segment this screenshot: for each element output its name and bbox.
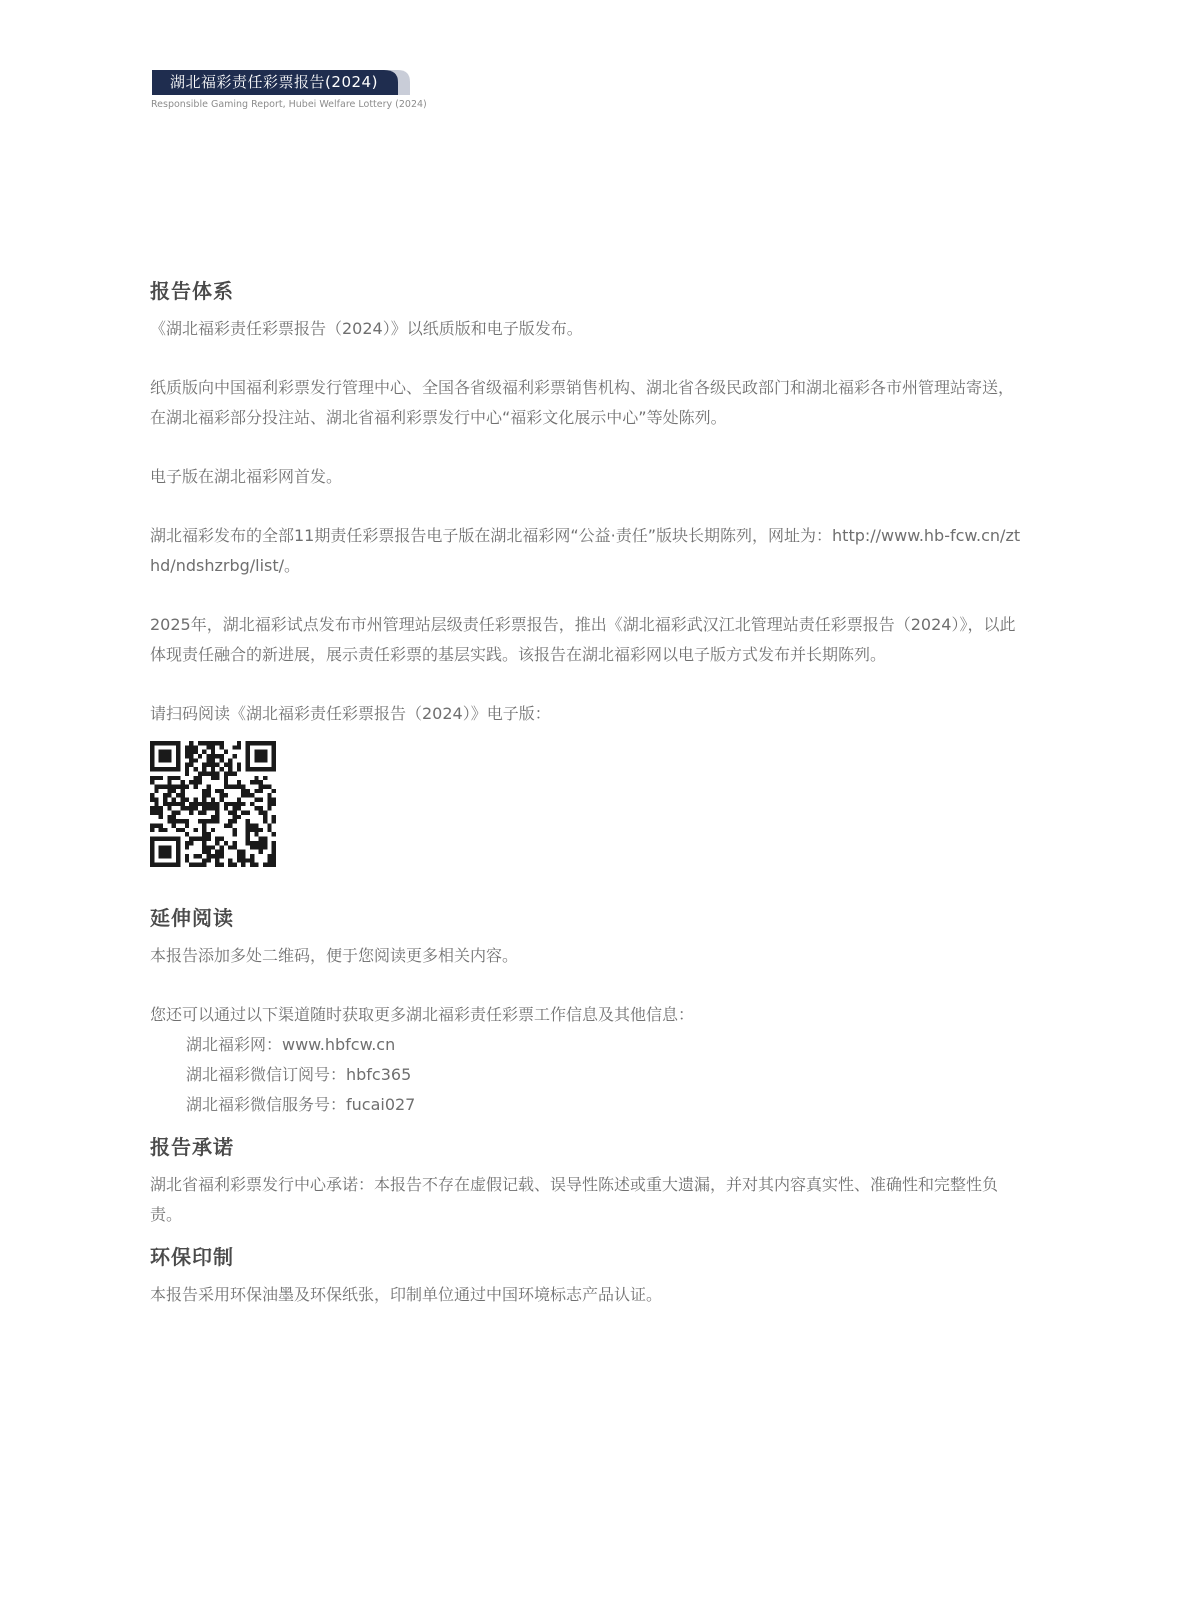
section-heading-commitment: 报告承诺 xyxy=(150,1135,234,1159)
section-heading-eco-printing: 环保印制 xyxy=(150,1245,234,1269)
section-eco-printing xyxy=(150,1242,1028,1310)
report-system-electronic-version: 电子版在湖北福彩网首发。 xyxy=(150,467,343,486)
report-system-archive-link: 湖北福彩发布的全部11期责任彩票报告电子版在湖北福彩网“公益·责任”版块长期陈列，网址为：http://www.hb-fcw.cn/zthd/ndshzrbg/list/。 xyxy=(150,526,1021,575)
channel-website: 湖北福彩网：www.hbfcw.cn xyxy=(186,1035,396,1054)
report-system-pilot: 2025年，湖北福彩试点发布市州管理站层级责任彩票报告，推出《湖北福彩武汉江北管理站责任彩票报告（2024）》，以此体现责任融合的新进展，展示责任彩票的基层实践。该报告在湖北福彩网以电子版方式发布并长期陈列。 xyxy=(150,615,1016,664)
channel-wechat-subscription: 湖北福彩微信订阅号：hbfc365 xyxy=(186,1065,412,1084)
section-commitment xyxy=(150,1132,1028,1230)
section-heading-report-system: 报告体系 xyxy=(150,279,234,303)
report-system-scan-prompt: 请扫码阅读《湖北福彩责任彩票报告（2024）》电子版： xyxy=(150,704,551,723)
report-system-intro: 《湖北福彩责任彩票报告（2024）》以纸质版和电子版发布。 xyxy=(150,319,583,338)
extended-reading-channels-intro: 您还可以通过以下渠道随时获取更多湖北福彩责任彩票工作信息及其他信息： xyxy=(150,1005,695,1024)
report-system-paper-version: 纸质版向中国福利彩票发行管理中心、全国各省级福利彩票销售机构、湖北省各级民政部门和湖北福彩各市州管理站寄送，在湖北福彩部分投注站、湖北省福利彩票发行中心“福彩文化展示中心”等处陈列。 xyxy=(150,378,1015,427)
extended-reading-qr-note: 本报告添加多处二维码，便于您阅读更多相关内容。 xyxy=(150,946,519,965)
qr-code-modules xyxy=(150,741,276,867)
report-header-subtitle: Responsible Gaming Report, Hubei Welfare Lottery (2024) xyxy=(151,99,427,110)
channel-wechat-service: 湖北福彩微信服务号：fucai027 xyxy=(186,1095,416,1114)
commitment-statement: 湖北省福利彩票发行中心承诺：本报告不存在虚假记载、误导性陈述或重大遗漏，并对其内容真实性、准确性和完整性负责。 xyxy=(150,1175,999,1224)
qr-code-icon[interactable] xyxy=(150,741,276,867)
eco-printing-statement: 本报告采用环保油墨及环保纸张，印制单位通过中国环境标志产品认证。 xyxy=(150,1285,663,1304)
section-report-system xyxy=(150,276,1028,867)
report-header-title: 湖北福彩责任彩票报告(2024) xyxy=(170,73,378,91)
section-heading-extended-reading: 延伸阅读 xyxy=(150,906,234,930)
section-extended-reading xyxy=(150,903,1028,1120)
page-content xyxy=(150,276,1028,1310)
